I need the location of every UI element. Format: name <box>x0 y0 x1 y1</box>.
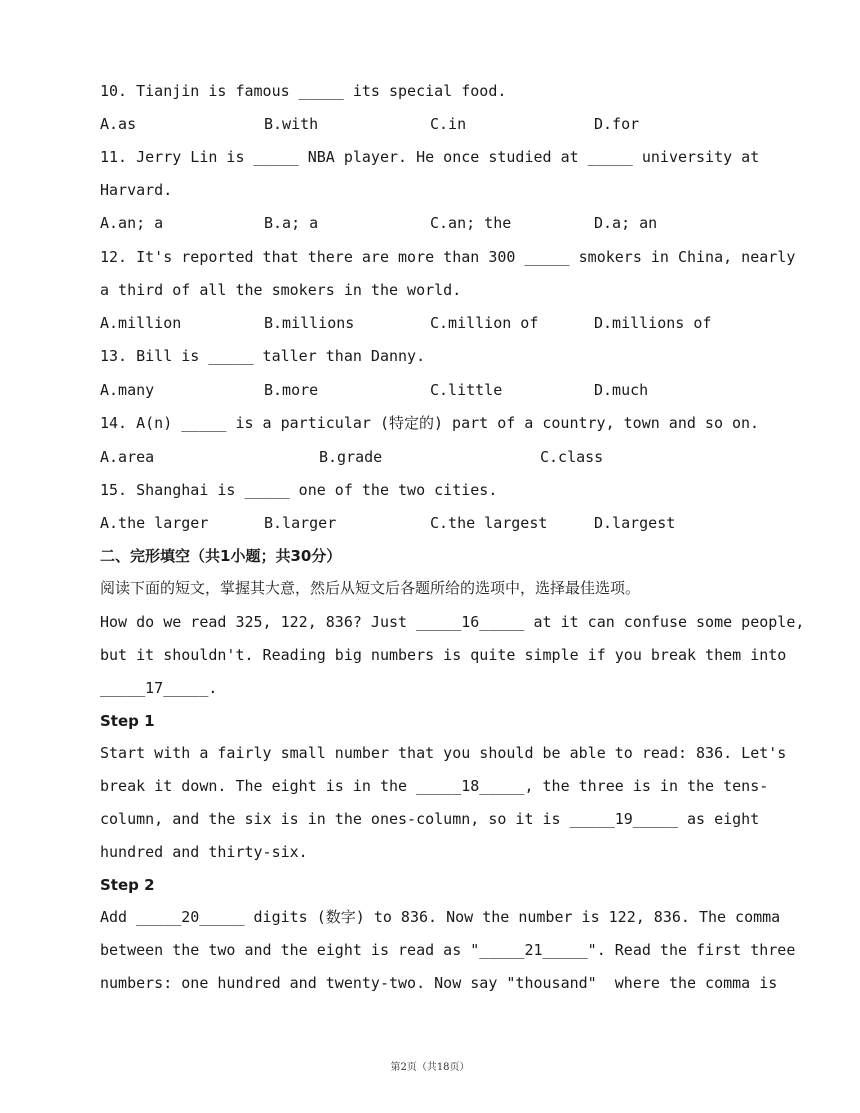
question-10-options <box>100 114 800 134</box>
option-b: B.millions <box>264 314 355 332</box>
question-14: 14. A(n) _____ is a particular (特定的) part of a country, town and so on. <box>100 414 760 432</box>
option-b: B.a; a <box>264 214 319 232</box>
option-c: C.little <box>430 381 503 399</box>
passage-line: How do we read 325, 122, 836? Just _____16_____ at it can confuse some people, <box>100 613 805 631</box>
passage-line: _____17_____. <box>100 679 218 697</box>
passage-line: hundred and thirty-six. <box>100 843 308 861</box>
step-1-heading: Step 1 <box>100 712 155 730</box>
option-a: A.the larger <box>100 514 209 532</box>
question-12-options <box>100 313 800 333</box>
question-13: 13. Bill is _____ taller than Danny. <box>100 347 426 365</box>
question-10: 10. Tianjin is famous _____ its special food. <box>100 82 507 100</box>
option-c: C.million of <box>430 314 539 332</box>
option-b: B.grade <box>319 448 383 466</box>
section-heading: 二、完形填空（共1小题；共30分） <box>100 547 342 565</box>
option-c: C.class <box>540 448 604 466</box>
option-c: C.in <box>430 115 467 133</box>
option-a: A.area <box>100 448 155 466</box>
passage-line: numbers: one hundred and twenty-two. Now say "thousand" where the comma is <box>100 974 778 992</box>
question-13-options <box>100 380 800 400</box>
option-b: B.larger <box>264 514 337 532</box>
option-a: A.million <box>100 314 182 332</box>
passage-line: between the two and the eight is read as "_____21_____". Read the first three <box>100 941 796 959</box>
question-12-line-1: 12. It's reported that there are more than 300 _____ smokers in China, nearly <box>100 248 796 266</box>
step-2-heading: Step 2 <box>100 876 155 894</box>
passage-line: column, and the six is in the ones-column, so it is _____19_____ as eight <box>100 810 760 828</box>
question-15: 15. Shanghai is _____ one of the two cities. <box>100 481 498 499</box>
page-number: 第2页（共18页） <box>390 1062 470 1073</box>
option-c: C.an; the <box>430 214 512 232</box>
question-11-line-2: Harvard. <box>100 181 173 199</box>
passage-line: break it down. The eight is in the _____18_____, the three is in the tens- <box>100 777 769 795</box>
question-11-line-1: 11. Jerry Lin is _____ NBA player. He once studied at _____ university at <box>100 148 760 166</box>
section-instruction: 阅读下面的短文，掌握其大意，然后从短文后各题所给的选项中，选择最佳选项。 <box>100 579 641 597</box>
option-a: A.many <box>100 381 155 399</box>
option-b: B.with <box>264 115 319 133</box>
passage-line: Start with a fairly small number that you should be able to read: 836. Let's <box>100 744 787 762</box>
option-a: A.as <box>100 115 137 133</box>
option-d: D.a; an <box>594 214 658 232</box>
option-d: D.millions of <box>594 314 712 332</box>
question-15-options <box>100 513 800 533</box>
passage-line: Add _____20_____ digits (数字) to 836. Now the number is 122, 836. The comma <box>100 908 781 926</box>
option-b: B.more <box>264 381 319 399</box>
option-d: D.largest <box>594 514 676 532</box>
question-11-options <box>100 213 800 233</box>
question-14-options <box>100 447 800 467</box>
option-a: A.an; a <box>100 214 164 232</box>
option-d: D.for <box>594 115 640 133</box>
passage-line: but it shouldn't. Reading big numbers is quite simple if you break them into <box>100 646 787 664</box>
question-12-line-2: a third of all the smokers in the world. <box>100 281 462 299</box>
option-d: D.much <box>594 381 649 399</box>
option-c: C.the largest <box>430 514 548 532</box>
